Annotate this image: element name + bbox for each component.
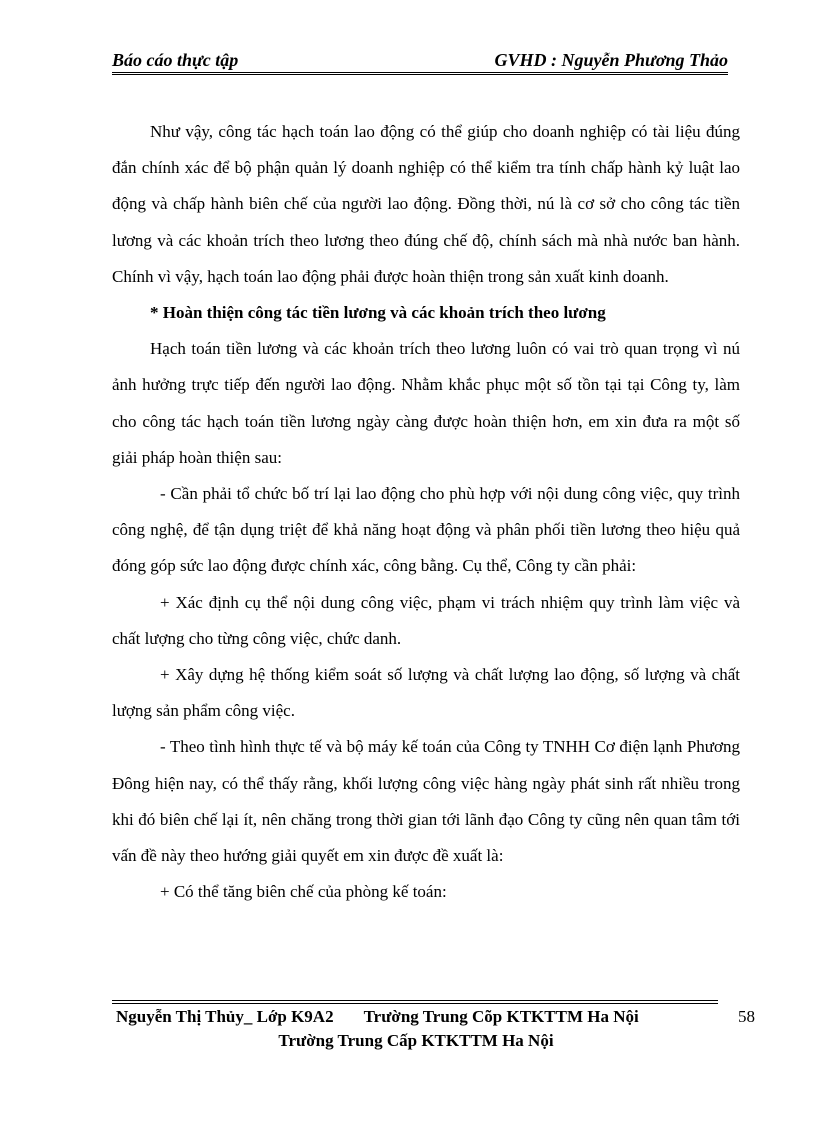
- page-number: 58: [738, 1007, 755, 1026]
- paragraph-define-work: + Xác định cụ thể nội dung công việc, phạm vi trách nhiệm quy trình làm việc và chất lượng cho từng công việc, chức danh.: [112, 592, 740, 648]
- header-report-title: Báo cáo thực tập: [112, 50, 239, 70]
- footer-line-1: [116, 1007, 716, 1027]
- paragraph-reorganize-labor: - Cần phải tổ chức bố trí lại lao động cho phù hợp với nội dung công việc, quy trình công nghệ, để tận dụng triệt để khả năng hoạt động và phân phối tiền lương theo hiệu quả đóng góp sức lao động được chính xác, công bằng. Cụ thể, Công ty cần phải:: [112, 484, 740, 576]
- footer-author: Nguyễn Thị Thủy_ Lớp K9A2: [116, 1007, 334, 1026]
- paragraph-build-control: + Xây dựng hệ thống kiểm soát số lượng và chất lượng lao động, số lượng và chất lượng sản phẩm công việc.: [112, 665, 740, 721]
- header-supervisor: GVHD : Nguyễn Phương Thảo: [494, 50, 728, 70]
- footer-school-typo: Trường Trung Cõp KTKTTM Ha Nội: [363, 1007, 639, 1026]
- paragraph-labor-accounting: Như vậy, công tác hạch toán lao động có thể giúp cho doanh nghiệp có tài liệu đúng đắn chính xác để bộ phận quản lý doanh nghiệp có thể kiểm tra tính chấp hành kỷ luật lao động và chấp hành biên chế của người lao động. Đồng thời, nú là cơ sở cho công tác tiền lương và các khoản trích theo lương theo đúng chế độ, chính sách mà nhà nước ban hành. Chính vì vậy, hạch toán lao động phải được hoàn thiện trong sản xuất kinh doanh.: [112, 122, 740, 286]
- paragraph-actual-situation: - Theo tình hình thực tế và bộ máy kế toán của Công ty TNHH Cơ điện lạnh Phương Đông hiện nay, có thể thấy rằng, khối lượng công việc hàng ngày phát sinh rất nhiều trong khi đó biên chế lại ít, nên chăng trong thời gian tới lãnh đạo Công ty cũng nên quan tâm tới vấn đề này theo hướng giải quyết em xin được đề xuất là:: [112, 737, 740, 866]
- paragraph-salary-accounting: Hạch toán tiền lương và các khoản trích theo lương luôn có vai trò quan trọng vì nú ảnh hưởng trực tiếp đến người lao động. Nhằm khắc phục một số tồn tại tại Công ty, làm cho công tác hạch toán tiền lương ngày càng được hoàn thiện hơn, em xin đưa ra một số giải pháp hoàn thiện sau:: [112, 339, 740, 467]
- paragraph-increase-staff: + Có thể tăng biên chế của phòng kế toán:: [160, 882, 447, 902]
- header-divider: [112, 72, 728, 75]
- footer-divider: [112, 1000, 718, 1004]
- footer-school: Trường Trung Cấp KTKTTM Ha Nội: [278, 1031, 554, 1050]
- document-body: [112, 114, 740, 910]
- section-heading: * Hoàn thiện công tác tiền lương và các khoản trích theo lương: [150, 303, 606, 323]
- page-header: [112, 46, 728, 72]
